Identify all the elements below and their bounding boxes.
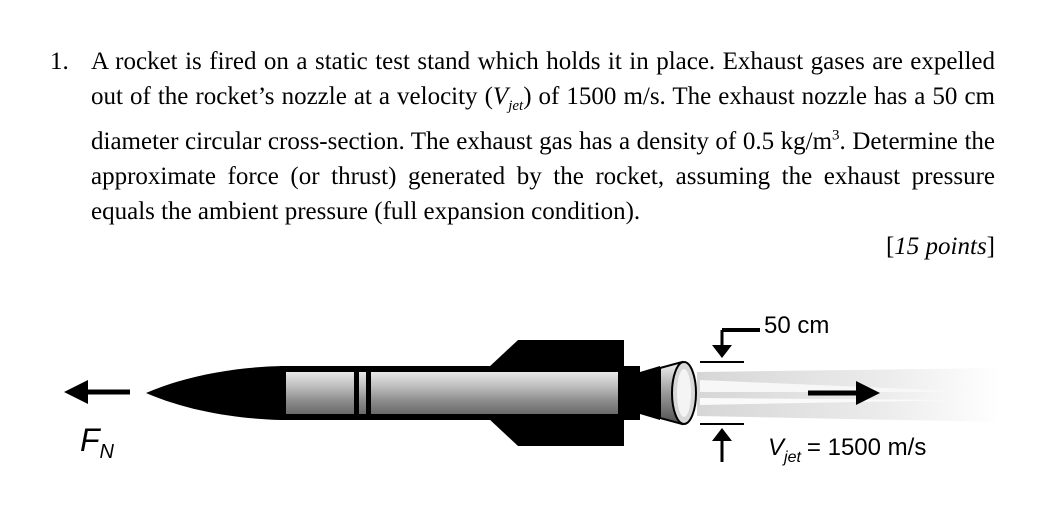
points-value: 15 points xyxy=(894,233,987,260)
problem-text-part-2: ) of 1500 m/s. The exhaust nozzle has a 50 cm diameter circular cross-section. The exhaust gas has a density of 0.5 kg/m xyxy=(91,83,995,155)
velocity-subscript: jet xyxy=(784,449,801,466)
problem-text-part-3: . Determine the approximate force (or thrust) generated by the rocket, assuming the exhaust pressure equals the ambient pressure (full expansion condition). xyxy=(91,128,995,225)
lower-fin xyxy=(488,418,624,446)
points-close-bracket: ] xyxy=(986,233,995,260)
problem-text xyxy=(50,44,995,264)
thrust-label xyxy=(80,422,115,463)
thrust-arrow xyxy=(64,380,130,404)
rocket-body xyxy=(280,366,640,420)
problem-body xyxy=(91,44,995,264)
rocket-diagram xyxy=(0,290,1056,531)
velocity-symbol: V xyxy=(768,434,785,461)
velocity-label xyxy=(768,434,926,466)
vjet-subscript: jet xyxy=(508,98,524,114)
points-label xyxy=(886,229,995,264)
velocity-value: = 1500 m/s xyxy=(806,434,927,461)
thrust-symbol: F xyxy=(80,422,100,458)
upper-fin xyxy=(488,340,624,368)
points-open-bracket: [ xyxy=(885,233,895,260)
points-line xyxy=(91,229,995,264)
nose-cone xyxy=(146,366,282,420)
diameter-label: 50 cm xyxy=(764,312,830,339)
nozzle xyxy=(640,362,696,424)
cubed-exponent: 3 xyxy=(832,127,840,144)
vjet-symbol: V xyxy=(492,83,509,110)
problem-paragraph xyxy=(91,44,995,229)
problem-number: 1. xyxy=(50,48,69,75)
problem-text-part-1: A rocket is fired on a static test stand which holds it in place. Exhaust gases are expelled out of the rocket’s nozzle at a velocity ( xyxy=(91,48,995,110)
thrust-subscript: N xyxy=(99,441,114,463)
